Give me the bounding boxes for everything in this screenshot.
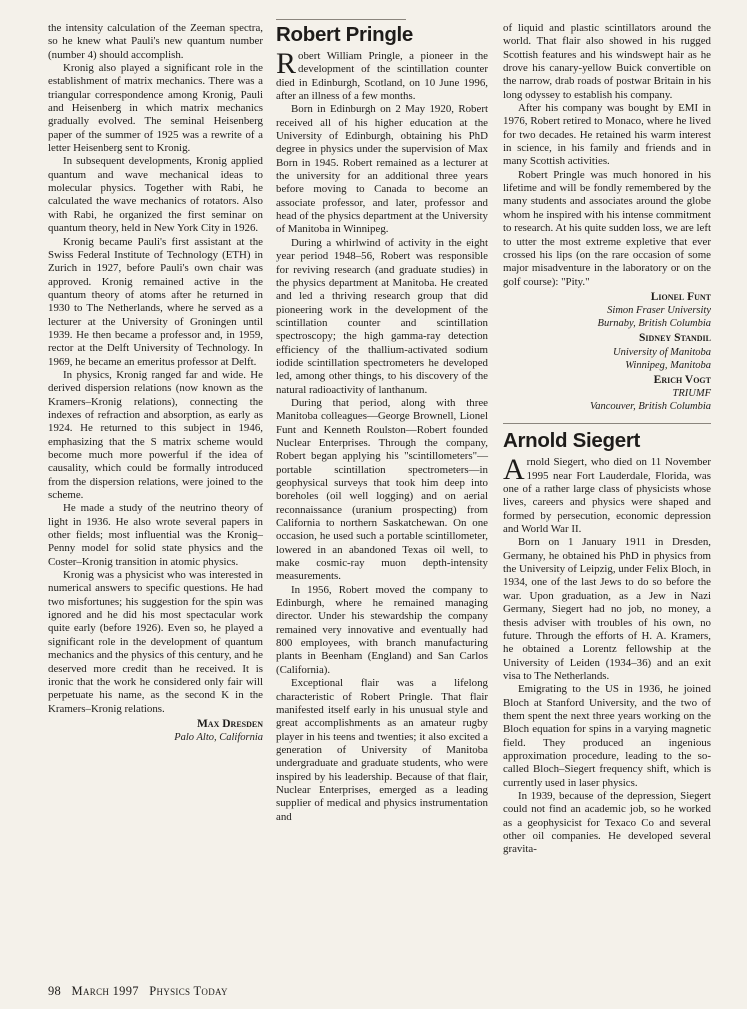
paragraph: of liquid and plastic scintillators around the world. That flair also showed in his rugged Scottish features and his windswept hair as he drove his canary-yellow Buick convertible on the narrow, drab roads of postwar Britain in his long odyssey to establish his company. bbox=[503, 22, 711, 101]
author-name: Erich Vogt bbox=[653, 373, 711, 386]
paragraph: In subsequent developments, Kronig applied quantum and wave mechanical ideas to molecular physics. Together with Rabi, he calculated the wave mechanics of rotators. Also with Rabi, he organized the first seminar on quantum theory, held in New York City in 1926. bbox=[48, 155, 263, 235]
paragraph: Kronig was a physicist who was interested in numerical answers to specific questions. He had two misfortunes; his suggestion for the spin was ignored and he did his most spectacular work quite early (before 1926). Even so, he played a significant role in the development of quantum mechanics and the physics of this century, and he deserved more credit than he received. It is ironic that the work he considered only fair will perpetuate his name, as the second K in the Kramers–Kronig relations. bbox=[48, 569, 263, 715]
author-location: Vancouver, British Columbia bbox=[589, 401, 711, 413]
author-name: Lionel Funt bbox=[650, 290, 711, 303]
journal-name: Physics Today bbox=[149, 984, 228, 998]
column-1 bbox=[48, 22, 263, 744]
author-affiliation: Simon Fraser University bbox=[607, 305, 711, 317]
obituary-heading-pringle: Robert Pringle bbox=[276, 23, 414, 46]
paragraph: He made a study of the neutrino theory of light in 1936. He also wrote several papers in other fields; most influential was the Kronig–Penny model for solid state physics and the Coster–Kronig transition in atomic physics. bbox=[48, 502, 263, 568]
lead-text: obert William Pringle, a pioneer in the development of the scintillation counter died in Edinburgh, Scotland, on 10 June 1996, after an illness of a few months. bbox=[276, 50, 488, 103]
author-name: Max Dresden bbox=[196, 717, 263, 730]
author-affiliation: TRIUMF bbox=[672, 388, 711, 400]
paragraph: In physics, Kronig ranged far and wide. He derived dispersion relations (now known as the Kramers–Kronig relations), connecting the indexes of refraction and absorption, as early as 1924. He returned to this subject in 1946, emphasizing that the S matrix scheme would become much more powerful if the idea of causality, which could be formally introduced from the dispersion relations, were joined to the scheme. bbox=[48, 368, 263, 502]
issue-date: March 1997 bbox=[71, 984, 139, 998]
paragraph: the intensity calculation of the Zeeman spectra, so he knew what Pauli's new quantum number (number 4) should accomplish. bbox=[48, 22, 263, 61]
page-number: 98 bbox=[48, 984, 62, 998]
paragraph: Exceptional flair was a lifelong characteristic of Robert Pringle. That flair manifested itself early in his unusual style and great accomplishments as an amateur rugby player in his teens and twenties; it also excited a generation of University of Manitoba undergraduate and graduate students, who were inspired by his leadership. Because of that flair, Nuclear Enterprises, emerged as a leading supplier of medical and physics instrumentation and bbox=[276, 677, 488, 823]
section-divider bbox=[503, 423, 711, 424]
lead-text: rnold Siegert, who died on 11 November 1995 near Fort Lauderdale, Florida, was one of a rather large class of physicists whose lives, careers and physics were shaped and formed by persecution, economic depression and World War II. bbox=[503, 456, 711, 536]
paragraph: After his company was bought by EMI in 1976, Robert retired to Monaco, where he lived for two decades. He retained his warm interest in science, in his family and friends and in many Scottish activities. bbox=[503, 102, 711, 168]
author-affiliation: Palo Alto, California bbox=[174, 732, 263, 744]
heading-rule bbox=[276, 19, 406, 20]
paragraph: During a whirlwind of activity in the eight year period 1948–56, Robert was responsible for reviving research (and graduate studies) in the physics department at Manitoba. He created and led a thriving research group that did pioneering work in the development of the scintillation counter and scintillation spectroscopy; the high gamma-ray detection efficiency of the thallium-activated sodium iodide scintillation spectrometers he developed led, among other things, to his discovery of the natural radioactivity of lanthanum. bbox=[276, 236, 488, 396]
lead-paragraph bbox=[276, 47, 488, 103]
lead-paragraph bbox=[503, 453, 711, 536]
author-name: Sidney Standil bbox=[639, 332, 711, 345]
paragraph: Robert Pringle was much honored in his lifetime and will be fondly remembered by the many students and associates around the globe whom he inspired with his intense commitment to research. At his quite sudden loss, we are left to utter the most extreme expletive that ever crossed his lips (on the rare occasion of some major misadventure in the laboratory or on the golf course): "Pity." bbox=[503, 168, 711, 288]
author-affiliation: University of Manitoba bbox=[613, 346, 711, 358]
paragraph: In 1939, because of the depression, Siegert could not find an academic job, so he worked as a geophysicist for Texaco Co and several other oil companies. He developed several gravita- bbox=[503, 789, 711, 856]
obituary-heading-siegert: Arnold Siegert bbox=[503, 429, 641, 453]
column-2 bbox=[276, 22, 488, 824]
paragraph: Kronig also played a significant role in the establishment of matrix mechanics. There was a triangular correspondence among Kronig, Pauli and Heisenberg in which matrix mechanics gradually evolved. The seminal Heisenberg paper of the summer of 1925 was a rewrite of a letter Heisenberg sent to Kronig. bbox=[48, 62, 263, 155]
drop-cap: R bbox=[276, 47, 297, 80]
author-location: Winnipeg, Manitoba bbox=[625, 359, 711, 371]
paragraph: During that period, along with three Manitoba colleagues—George Brownell, Lionel Funt and Kenneth Roulston—Robert founded Nuclear Enterprises. Through the company, Robert began applying his "scintillometers"—portable scintillation spectrometers—in geophysical surveys that took him deep into boreholes (oil well logging) and on aerial reconnaissance (uranium prospecting) from California to northern Saskatchewan. On one occasion, he used such a portable scintillometer, lowered in an abandoned Texas oil well, to make cosmic-ray muon depth-intensity measurements. bbox=[276, 396, 488, 583]
paragraph: Emigrating to the US in 1936, he joined Bloch at Stanford University, and the two of them spent the next three years working on the Bloch equation for spins in a varying magnetic field. They produced an ingenious approximation procedure, leading to the so-called Bloch–Siegert frequency shift, which is currently used in laser physics. bbox=[503, 683, 711, 789]
drop-cap: A bbox=[503, 453, 525, 487]
paragraph: In 1956, Robert moved the company to Edinburgh, where he remained managing director. Under his stewardship the company remained very innovative and eventually had 800 employees, with branch manufacturing plants in Beenham (England) and San Carlos (California). bbox=[276, 583, 488, 676]
page-footer bbox=[48, 984, 235, 999]
column-3 bbox=[503, 22, 711, 857]
paragraph: Born in Edinburgh on 2 May 1920, Robert received all of his higher education at the University of Edinburgh, obtaining his PhD degree in physics under the supervision of Max Born in 1945. Robert remained as a lecturer at the university for an additional three years before moving to Canada to become an associate professor, and later, professor and head of the physics department at the University of Manitoba in Winnipeg. bbox=[276, 103, 488, 236]
paragraph: Born on 1 January 1911 in Dresden, Germany, he obtained his PhD in physics from the University of Leipzig, under Felix Bloch, in 1934, one of the last Jews to do so before the war. Upon graduation, as a Jew in Nazi Germany, Siegert had no job, no money, a thesis adviser with troubles of his own, no future. Through the efforts of H. A. Kramers, he obtained a Lorentz fellowship at the University of Leiden (1934–36) and an exit visa to The Netherlands. bbox=[503, 536, 711, 682]
paragraph: Kronig became Pauli's first assistant at the Swiss Federal Institute of Technology (ETH) in Zurich in 1927, before Pauli's own chair was approved. Kronig remained active in the quantum theory of atoms after he returned in 1930 to The Netherlands, where he served as a lecturer at the University of Groningen until 1939. He then became a professor and, in 1959, rector at the Delft University of Technology. In 1969, he became an emeritus professor at Delft. bbox=[48, 235, 263, 368]
author-location: Burnaby, British Columbia bbox=[597, 318, 711, 330]
